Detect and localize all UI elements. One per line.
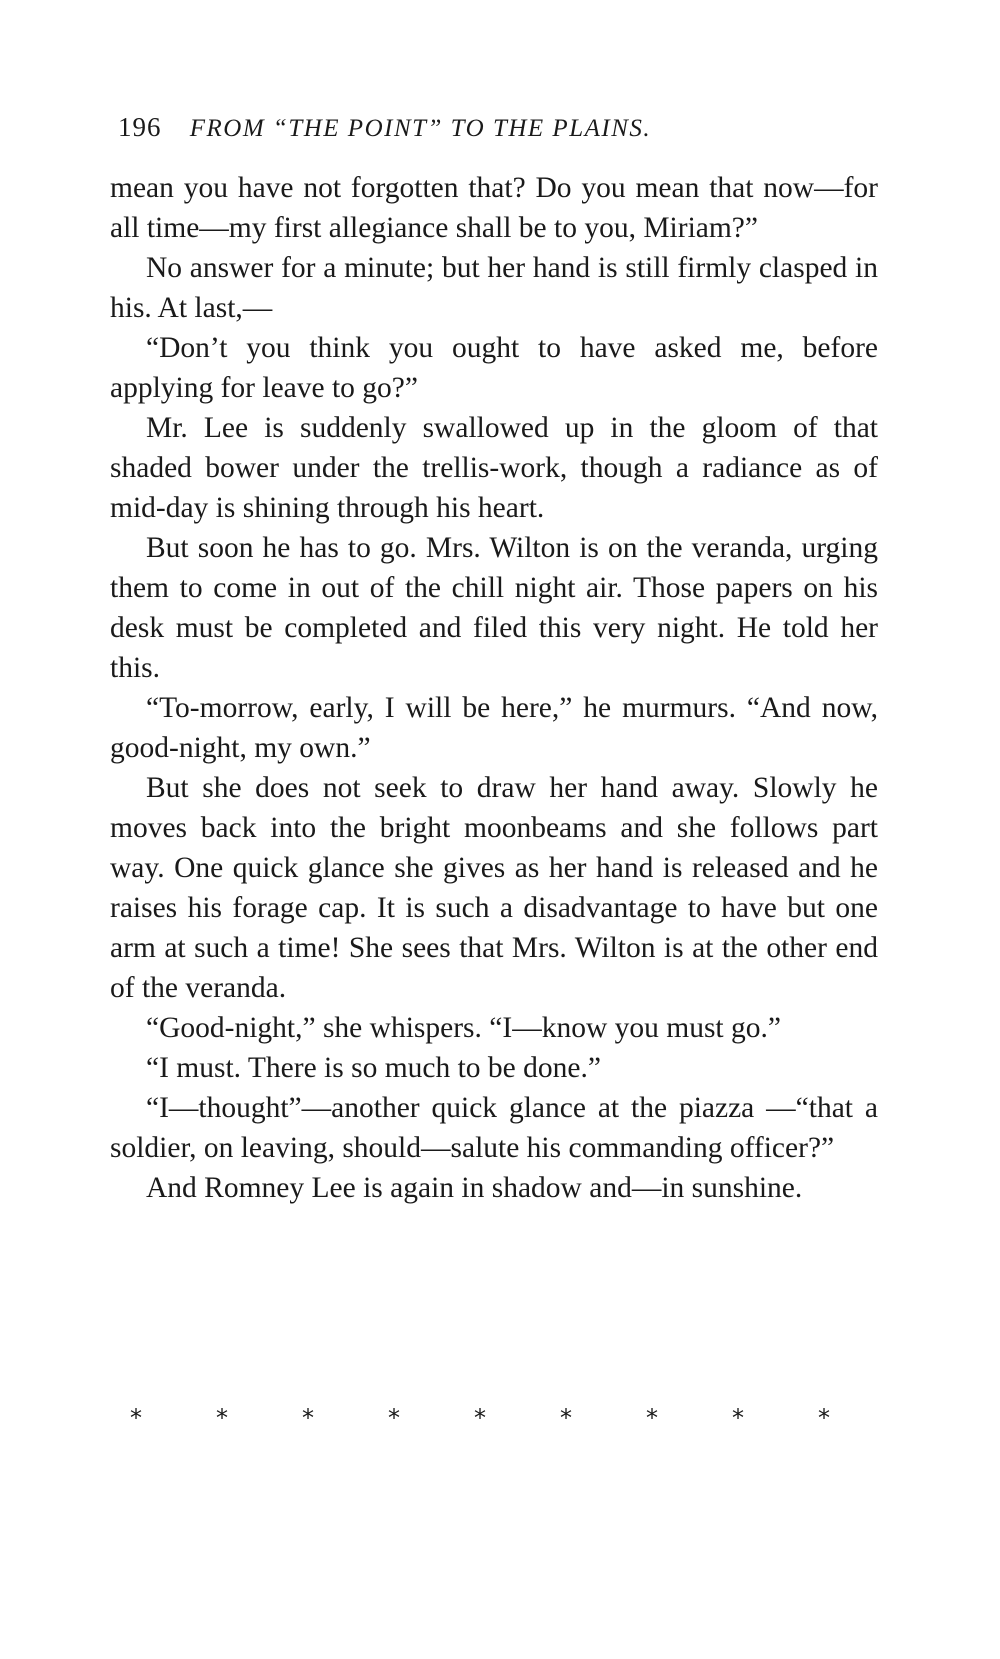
paragraph-10: “I—thought”—another quick glance at the piazza —“that a soldier, on leaving, should—salute his commanding officer?” [110,1092,878,1164]
separator-star: * [302,1404,314,1432]
separator-star: * [388,1404,400,1432]
paragraph-3: “Don’t you think you ought to have asked me, before applying for leave to go?” [110,332,878,404]
paragraph-1: mean you have not forgotten that? Do you mean that now—for all time—my first allegiance shall be to you, Miriam?” [110,172,878,244]
paragraph-6: “To-morrow, early, I will be here,” he murmurs. “And now, good-night, my own.” [110,692,878,764]
separator-star: * [560,1404,572,1432]
body-text [110,168,878,1208]
paragraph-7: But she does not seek to draw her hand away. Slowly he moves back into the bright moonbeams and she follows part way. One quick glance she gives as her hand is released and he raises his forage cap. It is such a disadvantage to have but one arm at such a time! She sees that Mrs. Wilton is at the other end of the veranda. [110,772,878,1004]
paragraph-8: “Good-night,” she whispers. “I—know you must go.” [146,1012,781,1044]
paragraph-9: “I must. There is so much to be done.” [146,1052,601,1084]
separator-star: * [818,1404,830,1432]
separator-star: * [646,1404,658,1432]
running-title: FROM “THE POINT” TO THE PLAINS. [189,115,652,142]
separator-star: * [130,1404,142,1432]
separator-star: * [732,1404,744,1432]
section-separator [130,1404,830,1432]
separator-star: * [474,1404,486,1432]
paragraph-11: And Romney Lee is again in shadow and—in sunshine. [146,1172,803,1204]
paragraph-5: But soon he has to go. Mrs. Wilton is on the veranda, urging them to come in out of the chill night air. Those papers on his desk must be completed and filed this very night. He told her this. [110,532,878,684]
page-number: 196 [118,112,162,142]
separator-star: * [216,1404,228,1432]
paragraph-2: No answer for a minute; but her hand is still firmly clasped in his. At last,— [110,252,878,324]
paragraph-4: Mr. Lee is suddenly swallowed up in the gloom of that shaded bower under the trellis-work, though a radiance as of mid-day is shining through his heart. [110,412,878,524]
page-header [118,112,918,152]
